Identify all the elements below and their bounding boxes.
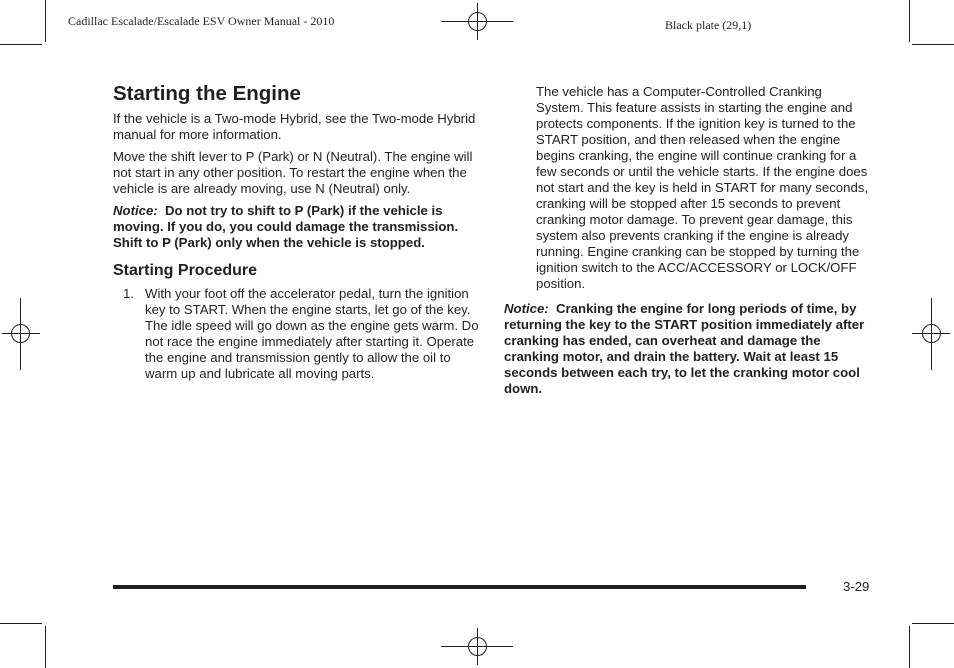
notice-label: Notice:: [113, 203, 158, 218]
subsection-title: Starting Procedure: [113, 262, 258, 279]
registration-mark-top: [441, 3, 513, 40]
registration-mark-right: [912, 298, 950, 370]
right-column: [504, 84, 870, 403]
park-notice: [113, 203, 479, 251]
footer-rule: [113, 585, 806, 589]
notice-label: Notice:: [504, 301, 549, 316]
list-item: [113, 286, 479, 382]
notice-text: Do not try to shift to P (Park) if the vehicle is moving. If you do, you could damage the transmission. Shift to P (Park) only when the vehicle is stopped.: [113, 203, 459, 250]
procedure-list: [113, 286, 479, 382]
page-number: 3-29: [843, 579, 870, 594]
hybrid-paragraph: If the vehicle is a Two-mode Hybrid, see the Two-mode Hybrid manual for more information.: [113, 111, 476, 142]
running-header-title: Cadillac Escalade/Escalade ESV Owner Manual - 2010: [68, 14, 335, 28]
step-number: 1.: [123, 286, 134, 301]
section-title: Starting the Engine: [113, 82, 301, 105]
cranking-system-paragraph: The vehicle has a Computer-Controlled Cranking System. This feature assists in starting the engine and protects components. If the ignition key is turned to the START position, and then released when the engine begins cranking, the engine will continue cranking for a few seconds or until the vehicle starts. If the engine does not start and the key is held in START for many seconds, cranking will be stopped after 15 seconds to prevent cranking motor damage. To prevent gear damage, this system also prevents cranking if the engine is already running. Engine cranking can be stopped by turning the ignition switch to the ACC/ACCESSORY or LOCK/OFF position.: [536, 84, 869, 291]
notice-text: Cranking the engine for long periods of time, by returning the key to the START position immediately after cranking has ended, can overheat and damage the cranking motor, and drain the battery. Wait at least 15 seconds between each try, to let the cranking motor cool down.: [504, 301, 865, 396]
left-column: [113, 82, 479, 382]
running-header-plate: Black plate (29,1): [665, 18, 752, 32]
step-text: With your foot off the accelerator pedal, turn the ignition key to START. When the engine starts, let go of the key. The idle speed will go down as the engine gets warm. Do not race the engine immediately after starting it. Operate the engine and transmission gently to allow the oil to warm up and lubricate all moving parts.: [145, 286, 479, 381]
cranking-notice: [504, 301, 870, 397]
shift-lever-paragraph: Move the shift lever to P (Park) or N (Neutral). The engine will not start in any other position. To restart the engine when the vehicle is are already moving, use N (Neutral) only.: [113, 149, 473, 196]
registration-mark-left: [2, 298, 40, 370]
registration-mark-bottom: [441, 628, 513, 665]
